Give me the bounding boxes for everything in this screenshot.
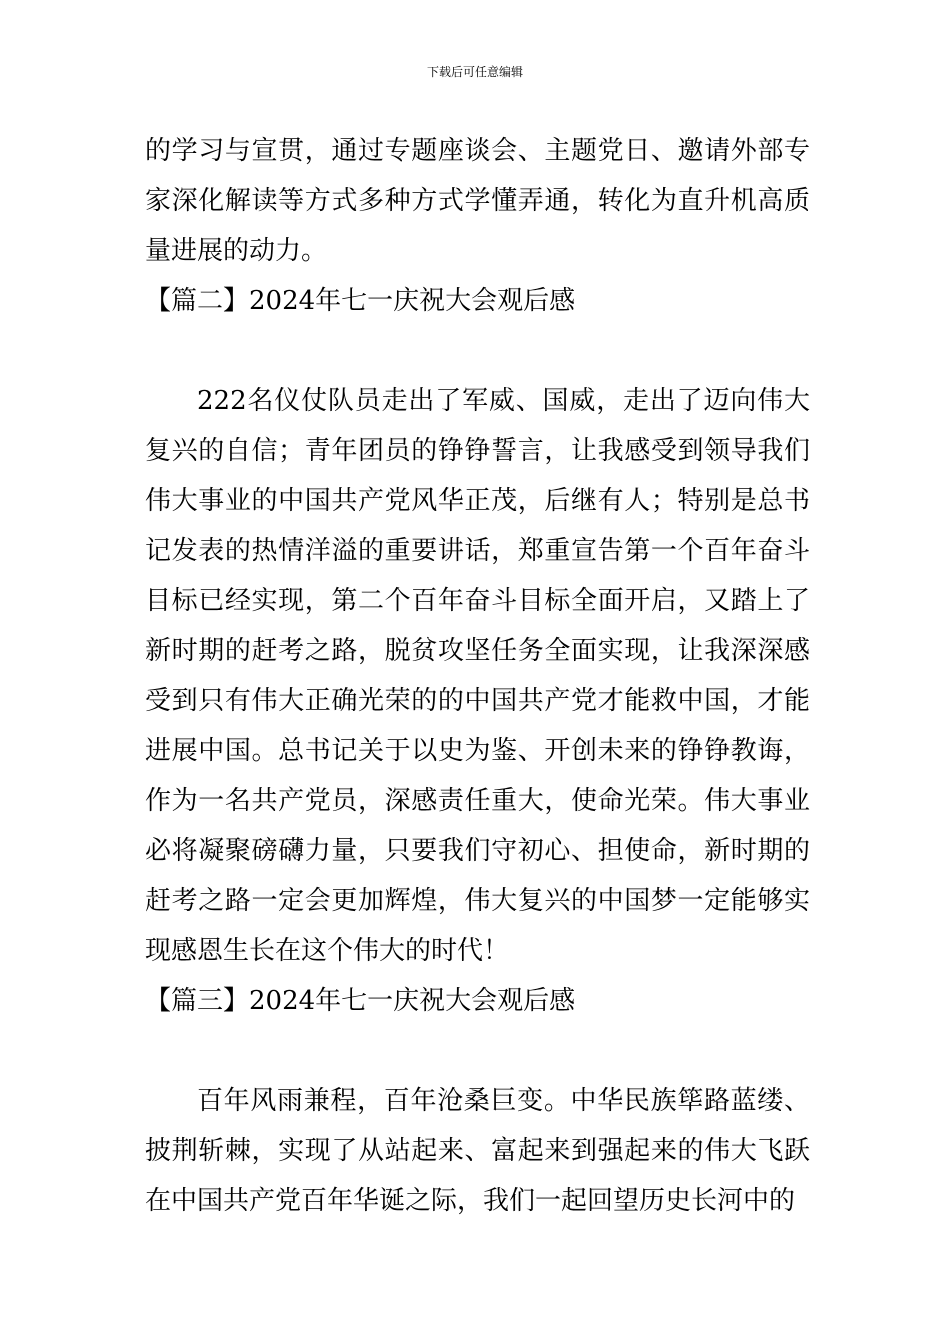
intro-tail-paragraph: 的学习与宣贯，通过专题座谈会、主题党日、邀请外部专家深化解读等方式多种方式学懂弄通，转化为直升机高质量进展的动力。	[145, 136, 810, 266]
part2-paragraph: 222名仪仗队员走出了军威、国威，走出了迈向伟大复兴的自信；青年团员的铮铮誓言，让我感受到领导我们伟大事业的中国共产党风华正茂，后继有人；特别是总书记发表的热情洋溢的重要讲话，郑重宣告第一个百年奋斗目标已经实现，第二个百年奋斗目标全面开启，又踏上了新时期的赶考之路，脱贫攻坚任务全面实现，让我深深感受到只有伟大正确光荣的的中国共产党才能救中国，才能进展中国。总书记关于以史为鉴、开创未来的铮铮教诲，作为一名共产党员，深感责任重大，使命光荣。伟大事业必将凝聚磅礴力量，只要我们守初心、担使命，新时期的赶考之路一定会更加辉煌，伟大复兴的中国梦一定能够实现感恩生长在这个伟大的时代！	[145, 386, 810, 966]
part3-paragraph: 百年风雨兼程，百年沧桑巨变。中华民族筚路蓝缕、披荆斩棘，实现了从站起来、富起来到强起来的伟大飞跃在中国共产党百年华诞之际，我们一起回望历史长河中的	[145, 1086, 810, 1216]
spacer	[145, 326, 810, 376]
page-header: 下载后可任意编辑	[426, 65, 523, 79]
document-body	[145, 126, 810, 1226]
part2-heading: 【篇二】2024年七一庆祝大会观后感	[145, 286, 576, 316]
part3-heading: 【篇三】2024年七一庆祝大会观后感	[145, 986, 576, 1016]
spacer	[145, 1026, 810, 1076]
